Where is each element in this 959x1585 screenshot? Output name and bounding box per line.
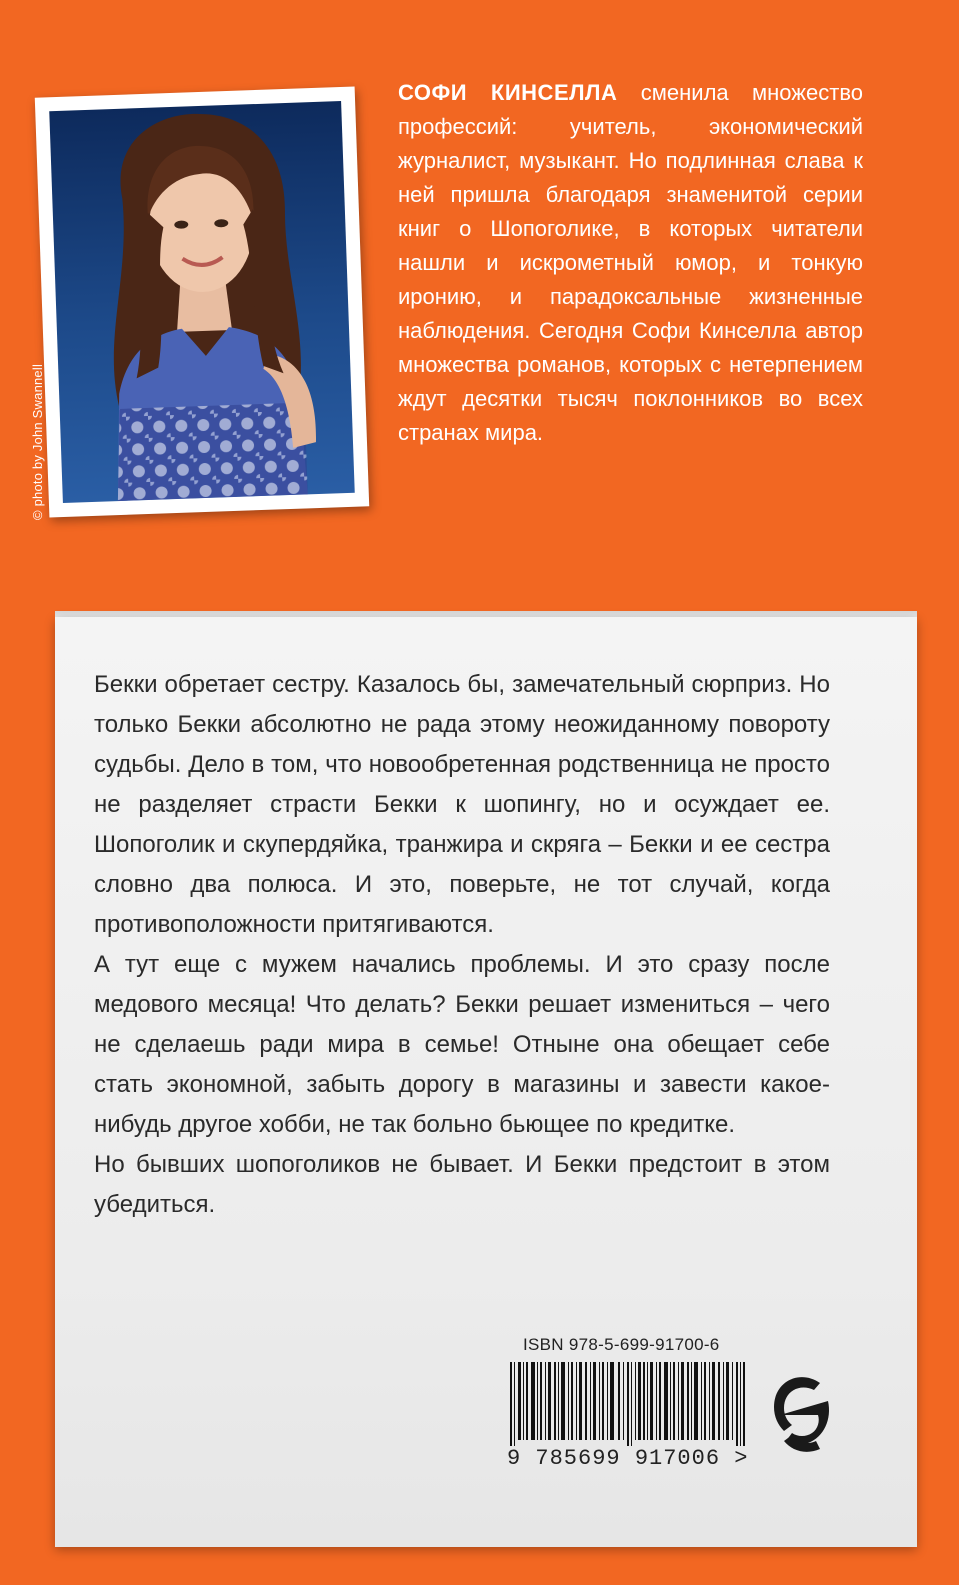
book-annotation bbox=[94, 665, 830, 1225]
isbn-label: ISBN 978-5-699-91700-6 bbox=[523, 1335, 720, 1354]
annotation-paragraph: Но бывших шопоголиков не бывает. И Бекки предстоит в этом убедиться. bbox=[94, 1151, 830, 1218]
annotation-paragraph: Бекки обретает сестру. Казалось бы, замечательный сюрприз. Но только Бекки абсолютно не рада этому неожиданному повороту судьбы. Дело в том, что новообретенная родственница не просто не разделяет страсти Бекки к шопингу, но и осуждает ее. Шопоголик и скупердяйка, транжира и скряга – Бекки и ее сестра словно два полюса. И это, поверьте, не тот случай, когда противоположности притягиваются. bbox=[94, 671, 830, 938]
annotation-paragraph: А тут еще с мужем начались проблемы. И это сразу после медового месяца! Что делать? Бекки решает измениться – чего не сделаешь ради мира в семье! Отныне она обещает себе стать экономной, забыть дорогу в магазины и завести какое-нибудь другое хобби, не так больно бьющее по кредитке. bbox=[94, 951, 830, 1138]
barcode-digits: 9 785699 917006 > bbox=[507, 1446, 749, 1471]
publisher-logo-icon bbox=[770, 1371, 834, 1457]
barcode bbox=[510, 1362, 750, 1446]
author-photo bbox=[49, 101, 355, 503]
author-photo-frame bbox=[35, 87, 369, 518]
photo-credit: © photo by John Swannell bbox=[30, 363, 45, 520]
author-name: СОФИ КИНСЕЛЛА bbox=[398, 80, 618, 105]
author-bio-text: сменила множество профессий: учитель, экономический журналист, музыкант. Но подлинная слава к ней пришла благодаря знаменитой серии книг о Шопоголике, в которых читатели нашли и искрометный юмор, и тонкую иронию, и парадоксальные жизненные наблюдения. Сегодня Софи Кинселла автор множества романов, которых с нетерпением ждут десятки тысяч поклонников во всех странах мира. bbox=[398, 80, 864, 445]
author-bio bbox=[398, 76, 863, 450]
author-portrait-illustration bbox=[49, 101, 355, 503]
